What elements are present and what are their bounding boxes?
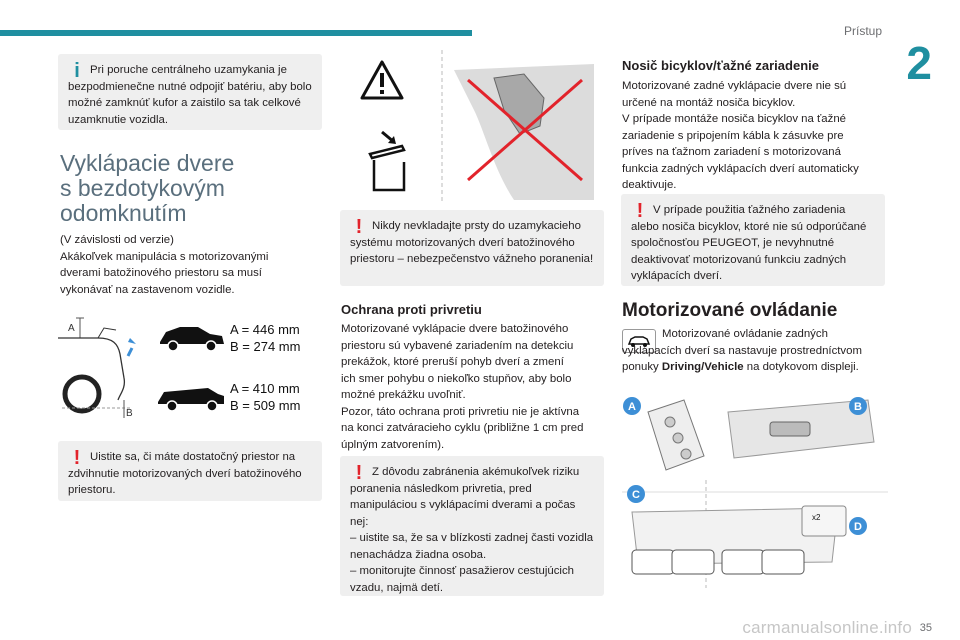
rear-switch (632, 550, 674, 574)
label-b: B (854, 401, 862, 413)
text-line: dverami batožinového priestoru sa musí (60, 267, 262, 279)
text-line: ich smer pohybu o niekoľko stupňov, aby bolo (341, 372, 572, 385)
open-tailgate-outline (98, 328, 116, 338)
hand-icon (370, 146, 404, 190)
warning-box-text: Nikdy nevkladajte prsty do uzamykacieho systému motorizovaných dverí batožinového priestoru – nebezpečenstvo vážneho poranenia! (350, 220, 594, 265)
car1-dim-a: A = 446 mm (230, 322, 300, 337)
motorized-control-text (622, 326, 888, 376)
text-line: V prípade montáže nosiča bicyklov na ťažné (622, 113, 846, 125)
text-line: Pozor, táto ochrana proti privretiu nie je aktívna (341, 405, 580, 418)
text-line: deaktivuje. (622, 179, 677, 191)
page-number: 35 (919, 622, 932, 634)
motorized-control-title: Motorizované ovládanie (622, 300, 838, 321)
text-line: príves na ťažnom zariadení s motorizovaná (622, 146, 841, 158)
suv-icon (160, 327, 224, 351)
anti-pinch-heading: Ochrana proti privretiu (341, 302, 482, 317)
estate-car-icon (158, 388, 224, 411)
key-fob-button (673, 433, 683, 443)
warning-box (58, 441, 322, 501)
info-icon: i (74, 60, 80, 82)
watermark: carmanualsonline.info (742, 618, 912, 637)
text-fragment: na dotykovom displeji. (743, 361, 859, 373)
section-title: Prístup (843, 24, 882, 38)
text-line: určené na montáž nosiča bicyklov. (622, 96, 796, 109)
chapter-number: 2 (906, 37, 932, 89)
warning-icon: ! (355, 462, 363, 484)
info-box-text: Pri poruche centrálneho uzamykania je bezpodmienečne nutné odpojiť batériu, aby bolo možné zamknúť kufor a zaistilo sa tak celkové uzamknutie vozidla. (68, 64, 312, 126)
label-c: C (632, 489, 640, 501)
warning-box (340, 210, 604, 286)
double-press-label: x2 (812, 513, 821, 522)
warning-triangle-dot (380, 90, 384, 94)
text-fragment: Motorizované ovládanie zadných vyklápacích dverí sa nastavuje prostredníctvom ponuky (622, 328, 862, 373)
anti-pinch-paragraph (341, 321, 605, 453)
text-line: Akákoľvek manipulácia s motorizovanými (60, 250, 269, 263)
warning-box (340, 456, 604, 596)
car1-dim-b: B = 274 mm (230, 339, 301, 354)
warning-box-text: V prípade použitia ťažného zariadenia alebo nosiča bicyklov, ktoré nie sú odporúčané spoločnosťou PEUGEOT, je nevyhnutné deaktivovať motorizovanú funkciu zadných vyklápacích dverí. (631, 204, 867, 282)
label-a: A (628, 401, 636, 413)
rear-switch (672, 550, 714, 574)
wheel (65, 377, 99, 411)
text-line: na konci zatváracieho cyklu (približne 1 cm pred (341, 422, 584, 434)
key-fob-button (681, 449, 691, 459)
heading-line: Vyklápacie dvere (60, 150, 235, 176)
arrow-marker (128, 338, 136, 344)
car-rear-outline (58, 338, 124, 400)
text-line: Motorizované zadné vyklápacie dvere nie sú (622, 80, 847, 92)
label-d: D (854, 521, 862, 533)
text-line: (V závislosti od verzie) (60, 234, 174, 246)
intro-paragraph (60, 232, 324, 298)
foot-motion-marker (128, 348, 132, 356)
car2-dim-a: A = 410 mm (230, 381, 300, 396)
bike-carrier-paragraph (622, 78, 888, 194)
warning-box-text: – uistite sa, že sa v blízkosti zadnej časti vozidla nenachádza žiadna osoba. (350, 532, 594, 561)
warning-box-text: Uistite sa, či máte dostatočný priestor na zdvihnutie motorizovaných dverí batožinového priestoru. (68, 451, 302, 496)
text-line: prekážok, ktoré preruší pohyb dverí a zmení (341, 356, 564, 368)
remote-display (802, 506, 846, 536)
warning-box-text: Z dôvodu zabránenia akémukoľvek riziku poranenia následkom privretia, pred manipuláciou s vyklápacími dverami a počas nej: (350, 466, 580, 528)
info-box (58, 54, 322, 130)
car2-dim-b: B = 509 mm (230, 398, 301, 413)
warning-icon: ! (636, 200, 644, 222)
text-line: možné prekážku uvoľniť. (341, 389, 466, 401)
text-line: priestoru sú vybavené zariadením na detekciu (341, 339, 574, 352)
warning-triangle-mark (380, 73, 384, 87)
text-line: zariadenie s pripojením kábla k zásuvke pre (622, 129, 844, 142)
bike-carrier-heading: Nosič bicyklov/ťažné zariadenie (622, 58, 819, 73)
text-line: Motorizované vyklápacie dvere batožinového (341, 323, 569, 335)
heading-line: s bezdotykovým (60, 175, 225, 201)
interior-switch (770, 422, 810, 436)
text-line: vykonávať na zastavenom vozidle. (60, 283, 235, 296)
label-b: B (126, 408, 133, 419)
warning-icon: ! (73, 447, 81, 469)
label-a: A (68, 323, 75, 334)
tailgate-clearance-figure (58, 308, 322, 420)
text-line: úplným zatvorením). (341, 438, 445, 451)
menu-name: Driving/Vehicle (661, 361, 744, 373)
finger-trap-figure (344, 50, 606, 204)
warning-icon: ! (355, 216, 363, 238)
rear-switch (762, 550, 804, 574)
key-fob-button (665, 417, 675, 427)
section-heading (60, 151, 234, 226)
rear-switch (722, 550, 764, 574)
text-line: funkcia zadných vyklápacích dverí automaticky (622, 162, 859, 175)
heading-line: odomknutím (60, 200, 187, 226)
tailgate-controls-figure (622, 392, 888, 588)
warning-box-text: – monitorujte činnosť pasažierov cestujúcich vzadu, najmä detí. (350, 565, 574, 594)
warning-box (621, 194, 885, 286)
header-accent-bar (0, 30, 472, 36)
